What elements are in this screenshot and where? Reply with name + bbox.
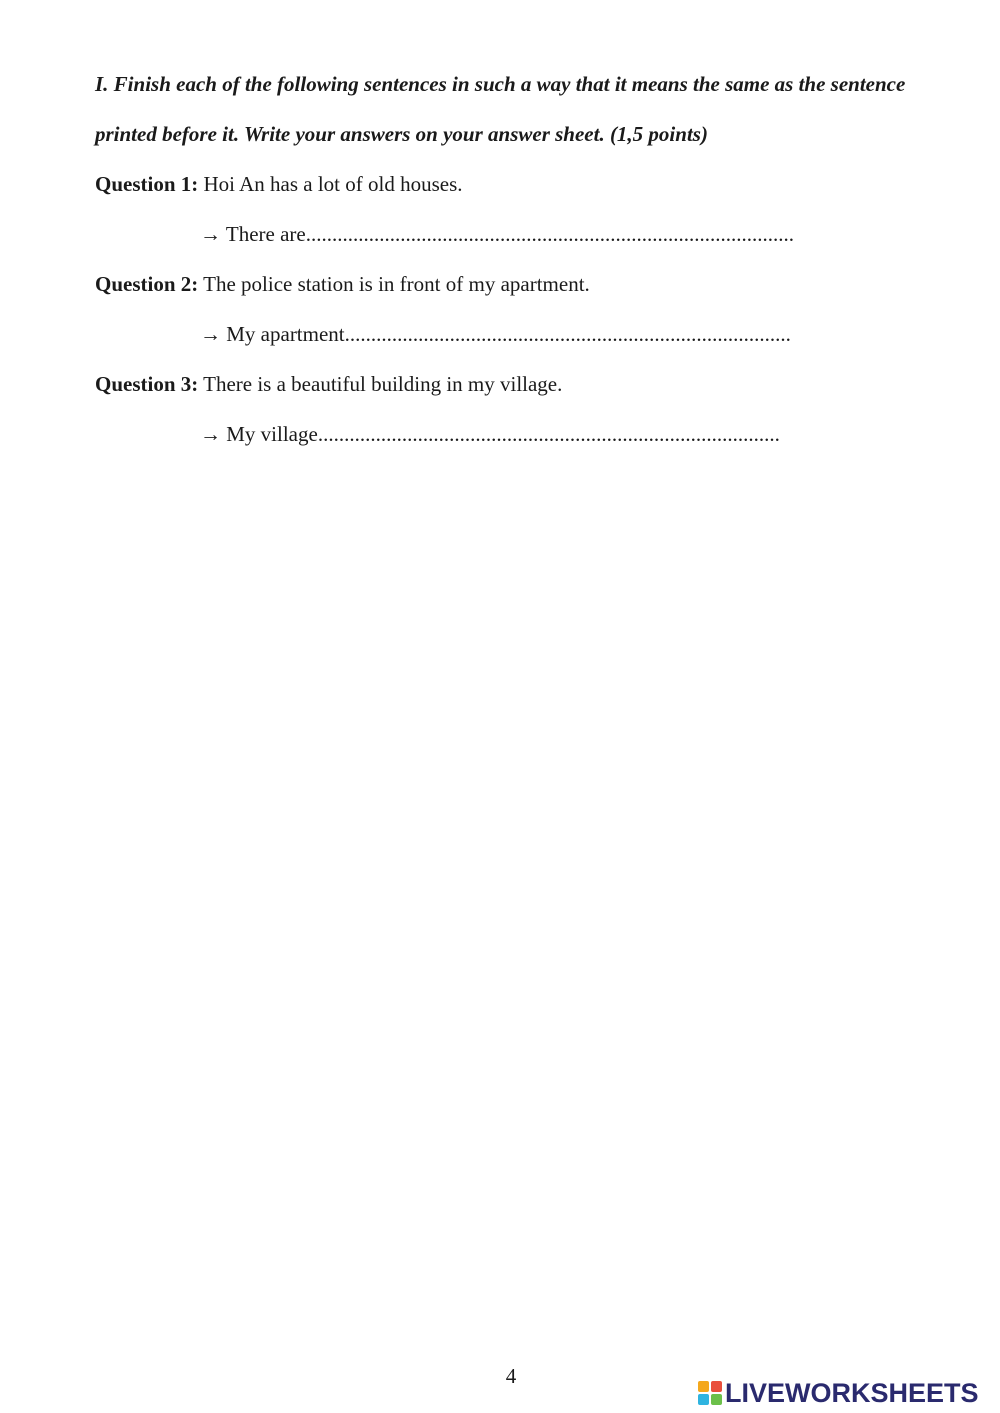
logo-square-3 [698,1394,709,1405]
answer-line-1[interactable]: → There are............................................................................................. [200,222,794,246]
logo-square-4 [711,1394,722,1405]
question-2-label: Question 2: [95,272,199,296]
answer-line-2[interactable]: → My apartment..................................................................................... [200,322,791,346]
logo-square-1 [698,1381,709,1392]
brand-name: LIVEWORKSHEETS [725,1377,979,1408]
answer-line-3[interactable]: → My village........................................................................................ [200,422,780,446]
liveworksheets-logo-icon [698,1381,722,1405]
instruction-line-1: I. Finish each of the following sentences in such a way that it means the same as the sentence [95,72,906,96]
question-2-sentence: The police station is in front of my apartment. [198,272,590,296]
question-1-sentence: Hoi An has a lot of old houses. [198,172,463,196]
question-1-label: Question 1: [95,172,199,196]
question-3-sentence: There is a beautiful building in my village. [198,372,563,396]
page-number: 4 [505,1364,517,1388]
question-1 [95,174,463,195]
liveworksheets-brand [698,1378,979,1408]
question-3 [95,374,562,395]
logo-square-2 [711,1381,722,1392]
question-2 [95,274,590,295]
instruction-line-2: printed before it. Write your answers on your answer sheet. (1,5 points) [95,122,708,146]
question-3-label: Question 3: [95,372,199,396]
